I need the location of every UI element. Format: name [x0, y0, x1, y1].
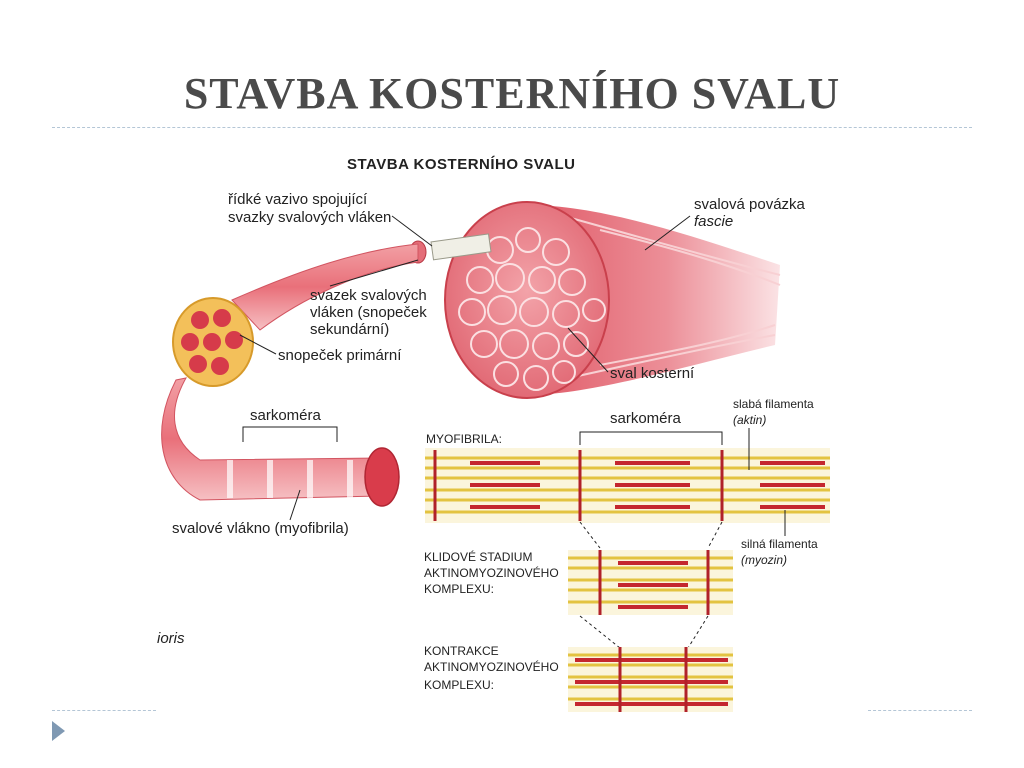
myofibril-resting	[568, 550, 733, 615]
label-myofibrila: MYOFIBRILA:	[426, 432, 503, 446]
label-myozin: (myozin)	[741, 553, 788, 567]
label-sarkomera-main: sarkoméra	[610, 410, 681, 427]
label-ridke-vazivo-2: svazky svalových vláken	[228, 209, 392, 226]
label-aktin: (aktin)	[733, 413, 767, 427]
label-silna-filamenta: silná filamenta	[741, 537, 818, 551]
label-ridke-vazivo-1: řídké vazivo spojující	[228, 191, 368, 208]
figure-heading: STAVBA KOSTERNÍHO SVALU	[347, 156, 576, 173]
label-slaba-filamenta: slabá filamenta	[733, 397, 814, 411]
label-fragment: ioris	[157, 630, 185, 647]
slide-title: STAVBA KOSTERNÍHO SVALU	[183, 69, 841, 118]
label-sarkomera-fibre: sarkoméra	[250, 407, 321, 424]
label-svazek-3: sekundární)	[310, 321, 390, 338]
primary-bundle	[173, 298, 253, 386]
muscle-illustration	[410, 202, 780, 398]
fibre-cross-section	[365, 448, 399, 506]
label-fascie: fascie	[694, 213, 734, 230]
label-snopecek-primarni: snopeček primární	[278, 347, 402, 364]
label-povazka: svalová povázka	[694, 196, 805, 213]
label-svalove-vlakno: svalové vlákno (myofibrila)	[172, 520, 349, 537]
label-kontrakce-1: KONTRAKCE	[424, 644, 499, 658]
label-kontrakce-3: KOMPLEXU:	[424, 678, 495, 692]
myofibril-main	[425, 448, 830, 523]
label-klidove-3: KOMPLEXU:	[424, 582, 495, 596]
label-klidove-1: KLIDOVÉ STADIUM	[424, 550, 533, 564]
sarkomera-bracket	[580, 432, 722, 445]
label-klidove-2: AKTINOMYOZINOVÉHO	[424, 566, 559, 580]
label-svazek-1: svazek svalových	[310, 287, 427, 304]
label-svazek-2: vláken (snopeček	[310, 304, 427, 321]
myofibril-contracted	[568, 647, 733, 712]
label-kontrakce-2: AKTINOMYOZINOVÉHO	[424, 660, 559, 674]
label-sval-kosterni: sval kosterní	[610, 365, 695, 382]
